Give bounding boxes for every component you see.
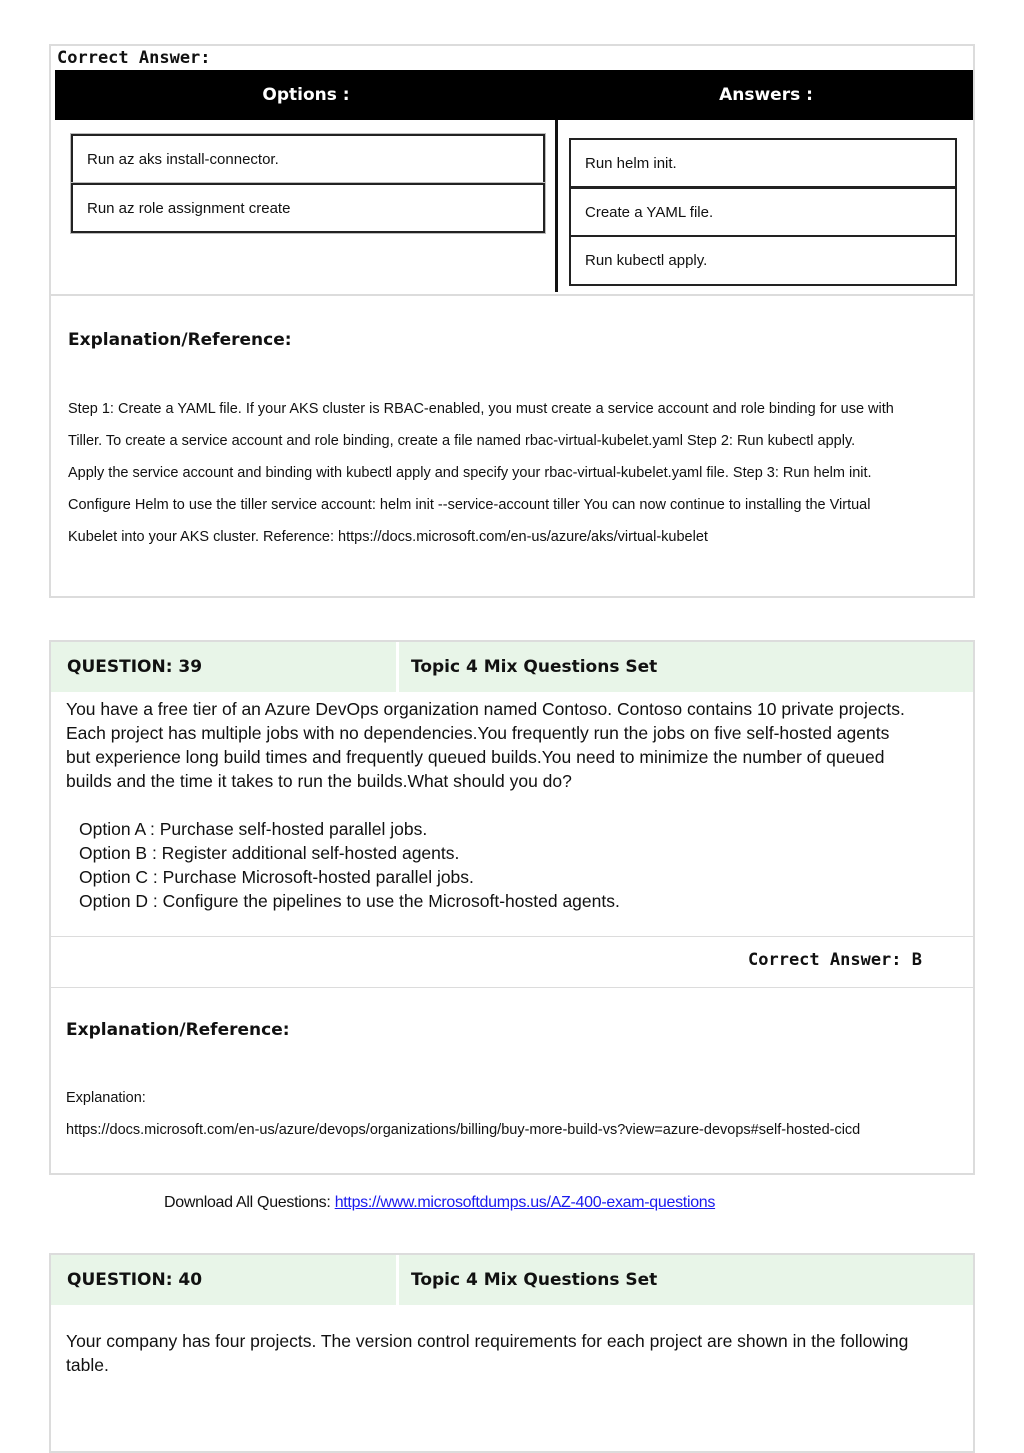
question-40-block (49, 1253, 975, 1453)
question-topic: Topic 4 Mix Questions Set (411, 1270, 658, 1290)
section-divider (51, 294, 973, 296)
option-c[interactable]: Option C : Purchase Microsoft-hosted parallel jobs. (79, 867, 474, 887)
explanation-title: Explanation/Reference: (68, 330, 292, 350)
answers-header: Answers : (719, 85, 813, 105)
question-number: QUESTION: 39 (67, 657, 203, 677)
question-header (51, 1255, 973, 1305)
section-divider (51, 987, 973, 988)
answer-label: Run helm init. (585, 154, 677, 172)
explanation-line: Apply the service account and binding with kubectl apply and specify your rbac-virtual-kubelet.yaml file. Step 3: Run helm init. (68, 465, 872, 481)
header-separator (396, 642, 399, 692)
option-item[interactable] (71, 134, 545, 184)
question-line: Each project has multiple jobs with no dependencies.You frequently run the jobs on five self-hosted agents (66, 723, 890, 743)
question-line: Your company has four projects. The version control requirements for each project are shown in the following (66, 1331, 909, 1351)
previous-answer-block (49, 44, 975, 598)
explanation-line: Kubelet into your AKS cluster. Reference: https://docs.microsoft.com/en-us/azure/aks/virtual-kubelet (68, 529, 708, 545)
answer-label: Run kubectl apply. (585, 252, 708, 269)
question-line: table. (66, 1355, 109, 1375)
option-b[interactable]: Option B : Register additional self-hosted agents. (79, 843, 460, 863)
explanation-line: Step 1: Create a YAML file. If your AKS cluster is RBAC-enabled, you must create a service account and role binding for use with (68, 401, 894, 417)
option-d[interactable]: Option D : Configure the pipelines to use the Microsoft-hosted agents. (79, 891, 620, 911)
correct-answer: Correct Answer: B (748, 950, 922, 970)
options-answers-header (55, 70, 973, 120)
question-line: but experience long build times and frequently queued builds.You need to minimize the number of queued (66, 747, 885, 767)
question-line: You have a free tier of an Azure DevOps organization named Contoso. Contoso contains 10 private projects. (66, 699, 905, 719)
column-divider (555, 120, 558, 292)
question-header (51, 642, 973, 692)
explanation-line: Tiller. To create a service account and role binding, create a file named rbac-virtual-kubelet.yaml Step 2: Run kubectl apply. (68, 433, 856, 449)
question-number: QUESTION: 40 (67, 1270, 203, 1290)
question-text (66, 697, 905, 793)
download-link[interactable]: https://www.microsoftdumps.us/AZ-400-exam-questions (334, 1194, 716, 1211)
option-label: Run az aks install-connector. (87, 150, 279, 168)
explanation-title: Explanation/Reference: (66, 1020, 290, 1040)
question-text (66, 1329, 908, 1377)
answer-item[interactable] (569, 138, 957, 188)
option-a[interactable]: Option A : Purchase self-hosted parallel jobs. (79, 819, 428, 839)
correct-answer-label: Correct Answer: (57, 48, 211, 68)
explanation-url: https://docs.microsoft.com/en-us/azure/devops/organizations/billing/buy-more-build-vs?view=azure-devops#self-hosted-cicd (66, 1122, 861, 1138)
section-divider (51, 936, 973, 937)
question-topic: Topic 4 Mix Questions Set (411, 657, 658, 677)
download-line (164, 1194, 715, 1212)
header-separator (396, 1255, 399, 1305)
answer-label: Create a YAML file. (585, 203, 714, 221)
explanation-text (68, 393, 894, 553)
option-item[interactable] (71, 183, 545, 233)
explanation-label: Explanation: (66, 1090, 146, 1106)
download-label: Download All Questions: (164, 1194, 335, 1211)
question-line: builds and the time it takes to run the builds.What should you do? (66, 771, 572, 791)
options-header: Options : (262, 85, 350, 105)
question-39-block (49, 640, 975, 1175)
explanation-line: Configure Helm to use the tiller service account: helm init --service-account tiller You can now continue to installing the Virtual (68, 497, 871, 513)
answer-item[interactable] (569, 187, 957, 237)
answer-item[interactable] (569, 235, 957, 286)
option-label: Run az role assignment create (87, 199, 291, 217)
